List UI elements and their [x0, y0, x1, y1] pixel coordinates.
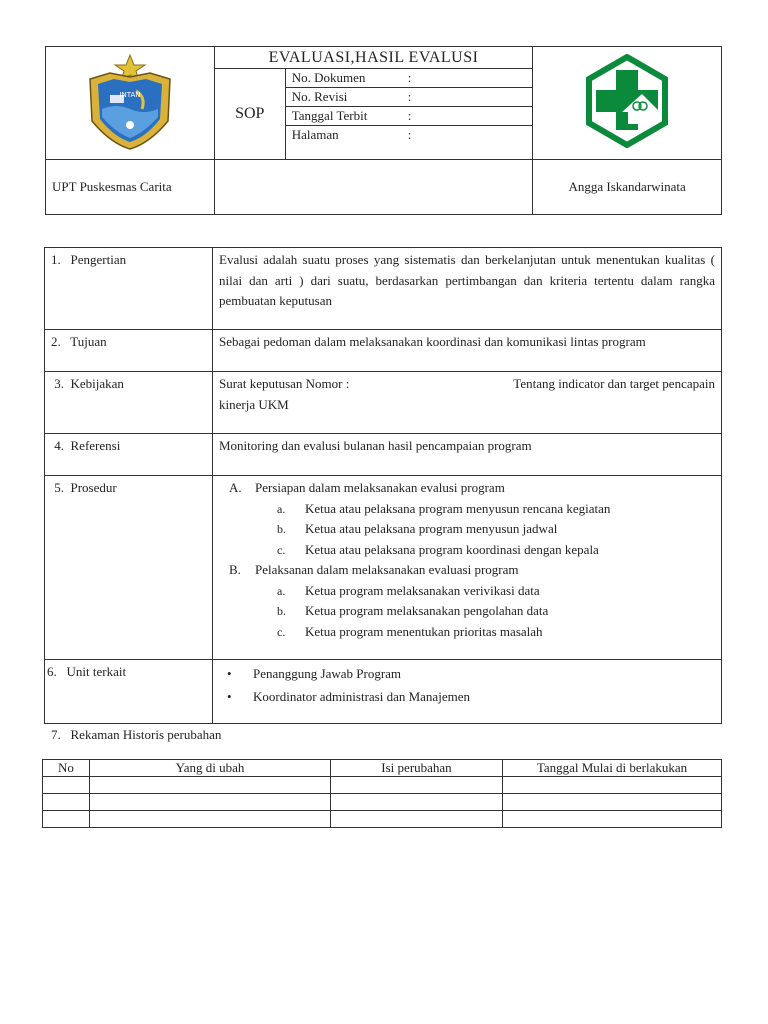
- table-cell: [503, 794, 722, 811]
- table-cell: [90, 777, 331, 794]
- table-cell: [503, 811, 722, 828]
- right-logo-cell: [533, 47, 722, 160]
- procedure-list: [213, 476, 722, 660]
- table-cell: [90, 794, 331, 811]
- svg-text:INTAN: INTAN: [119, 90, 141, 99]
- list-item: • Penanggung Jawab Program: [227, 666, 402, 681]
- section-label: 2. Tujuan: [45, 330, 213, 372]
- list-item: • Koordinator administrasi dan Manajemen: [227, 688, 470, 704]
- table-row: [45, 660, 722, 724]
- unit-list: [213, 660, 722, 724]
- meta-row: No. Dokumen :: [286, 69, 533, 88]
- table-row: [43, 794, 722, 811]
- table-cell: [43, 794, 90, 811]
- table-cell: [331, 777, 503, 794]
- column-header: Tanggal Mulai di berlakukan: [503, 760, 722, 777]
- section-label: 3. Kebijakan: [45, 372, 213, 434]
- sop-label: SOP: [215, 69, 286, 159]
- procedure-substep: a. Ketua atau pelaksana program menyusun rencana kegiatan: [277, 500, 611, 516]
- section-label: 1. Pengertian: [45, 248, 213, 330]
- signatory-name: Angga Iskandarwinata: [533, 160, 722, 215]
- section-label: 6. Unit terkait: [45, 660, 213, 724]
- column-header: Isi perubahan: [331, 760, 503, 777]
- puskesmas-logo-icon: [580, 54, 674, 148]
- procedure-substep: c. Ketua atau pelaksana program koordinasi dengan kepala: [277, 541, 599, 557]
- blank-cell: [214, 160, 533, 215]
- procedure-substep: a. Ketua program melaksanakan verivikasi data: [277, 582, 540, 598]
- table-row: [45, 434, 722, 476]
- meta-row: Tanggal Terbit :: [286, 107, 533, 126]
- document-title: EVALUASI,HASIL EVALUSI: [215, 47, 533, 69]
- sop-header: [45, 46, 722, 215]
- table-row: [45, 372, 722, 434]
- document-meta: [286, 69, 533, 159]
- table-row: [45, 330, 722, 372]
- table-cell: [43, 811, 90, 828]
- procedure-substep: b. Ketua program melaksanakan pengolahan data: [277, 603, 549, 618]
- section-text: Surat keputusan Nomor : Tentang indicator dan target pencapain kinerja UKM: [213, 372, 722, 434]
- section-label: 5. Prosedur: [45, 476, 213, 660]
- column-header: No: [43, 760, 90, 777]
- procedure-substep: b. Ketua atau pelaksana program menyusun jadwal: [277, 521, 558, 536]
- meta-row: No. Revisi :: [286, 88, 533, 107]
- table-cell: [331, 794, 503, 811]
- table-row: [43, 777, 722, 794]
- left-logo-cell: [46, 47, 215, 160]
- regional-crest-icon: [80, 51, 180, 151]
- sop-content-table: [44, 247, 722, 724]
- procedure-step: B. Pelaksanan dalam melaksanakan evaluasi program: [229, 562, 519, 577]
- section-text: Sebagai pedoman dalam melaksanakan koordinasi dan komunikasi lintas program: [213, 330, 722, 372]
- procedure-step: A. Persiapan dalam melaksanakan evalusi program: [229, 480, 505, 495]
- institution-name: UPT Puskesmas Carita: [46, 160, 215, 215]
- procedure-substep: c. Ketua program menentukan prioritas masalah: [277, 623, 543, 639]
- table-cell: [503, 777, 722, 794]
- section-text: Evalusi adalah suatu proses yang sistematis dan berkelanjutan untuk menentukan kualitas ( nilai dan arti ) dari suatu, berdasarkan pertimbangan dan kriteria tertentu dalam rangka pembuatan keputusan: [213, 248, 722, 330]
- table-cell: [43, 777, 90, 794]
- column-header: Yang di ubah: [90, 760, 331, 777]
- table-header-row: [43, 760, 722, 777]
- table-row: [43, 811, 722, 828]
- table-cell: [331, 811, 503, 828]
- section-text: Monitoring dan evalusi bulanan hasil pencampaian program: [213, 434, 722, 476]
- section-label: 4. Referensi: [45, 434, 213, 476]
- table-row: [45, 476, 722, 660]
- history-section-label: 7. Rekaman Historis perubahan: [51, 727, 222, 742]
- table-row: [45, 248, 722, 330]
- meta-row: Halaman :: [291, 127, 412, 142]
- table-cell: [90, 811, 331, 828]
- history-table: [42, 759, 722, 828]
- header-center: [214, 47, 533, 160]
